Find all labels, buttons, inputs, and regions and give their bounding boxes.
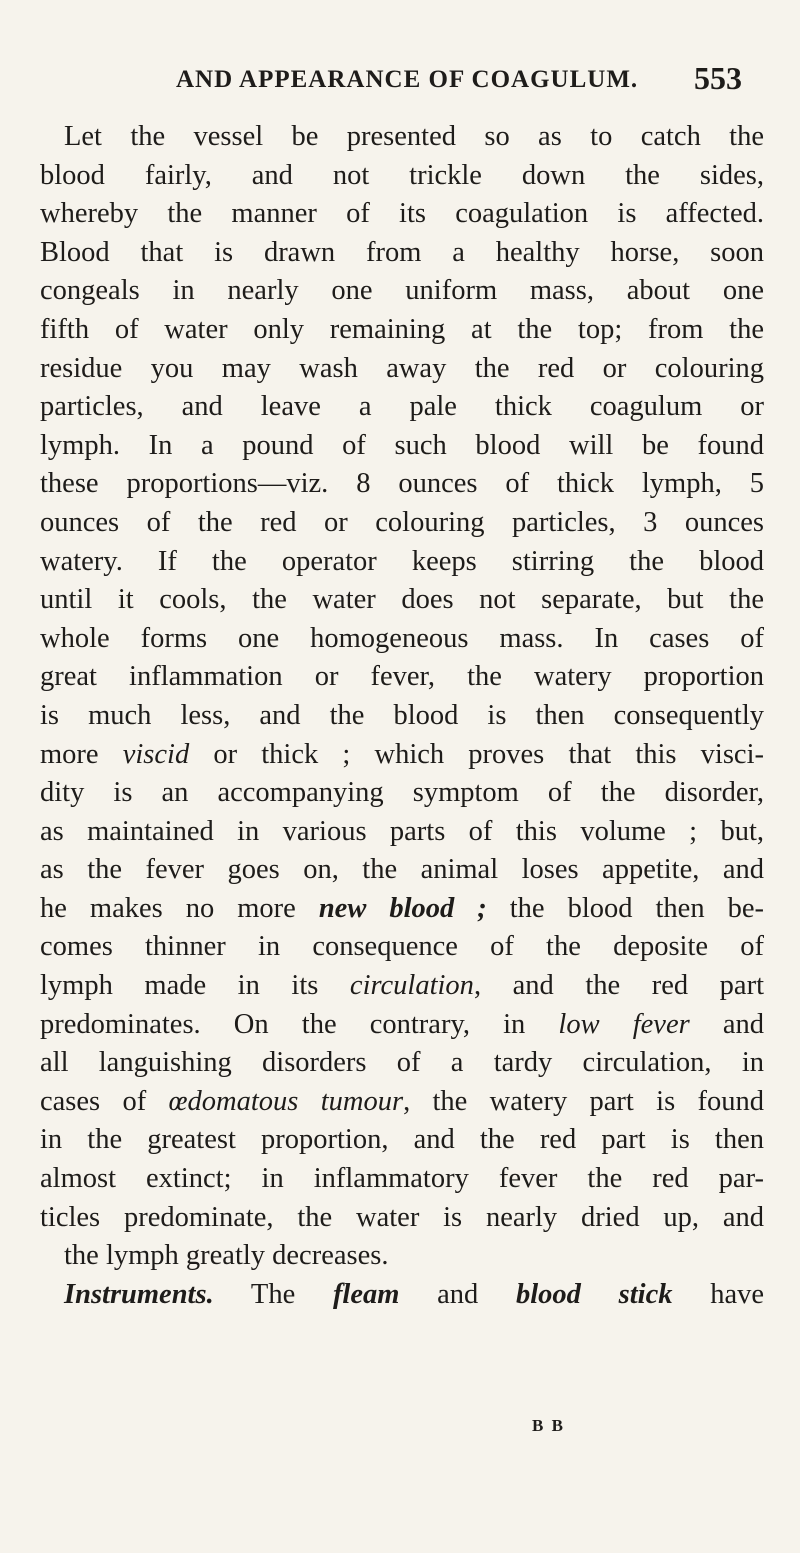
text-line [40,581,764,620]
text-line [40,388,764,427]
text-run: predominates. On the contrary, in [40,1008,559,1040]
text-run: the lymph greatly decreases. [64,1240,389,1272]
text-line [40,1160,764,1199]
text-line [40,1006,764,1045]
text-line [40,118,764,157]
text-line [40,543,764,582]
text-run: comes thinner in consequence of the deposite of [40,931,764,963]
text-run: as maintained in various parts of this volume ; but, [40,815,764,847]
emphasized-text: new blood ; [318,892,487,924]
text-line [40,813,764,852]
text-run: whole forms one homogeneous mass. In cases of [40,622,764,654]
body-text [40,118,764,1314]
text-line [40,1237,764,1276]
text-run: ounces of the red or colouring particles, 3 ounces [40,506,764,538]
text-run: fifth of water only remaining at the top; from the [40,313,764,345]
text-line [40,1199,764,1238]
text-run: lymph. In a pound of such blood will be found [40,429,764,461]
text-run: he makes no more [40,892,319,924]
text-run: in the greatest proportion, and the red part is then [40,1124,764,1156]
text-run: and [399,1278,517,1310]
text-line [40,427,764,466]
text-run: , and the red part [473,970,764,1002]
page-header [176,60,742,106]
text-line [40,851,764,890]
text-run: more [40,738,123,770]
text-line [40,1121,764,1160]
text-run: watery. If the operator keeps stirring the blood [40,545,764,577]
text-run: The [213,1278,333,1310]
text-run: lymph made in its [40,970,350,1002]
text-line [40,928,764,967]
signature-mark: B B [532,1416,565,1435]
text-run: , the watery part is found [403,1085,764,1117]
text-line [40,697,764,736]
emphasized-text: Instruments. [64,1278,214,1310]
emphasized-text: blood stick [516,1278,673,1310]
text-run: as the fever goes on, the animal loses appetite, and [40,854,764,886]
text-line [40,658,764,697]
text-run: almost extinct; in inflammatory fever the red par- [40,1163,764,1195]
text-run: the blood then be- [486,892,764,924]
emphasized-text: œdomatous tumour [168,1085,404,1117]
text-run: these proportions—viz. 8 ounces of thick lymph, 5 [40,468,764,500]
text-run: all languishing disorders of a tardy circulation, in [40,1047,764,1079]
text-line [40,465,764,504]
text-run: congeals in nearly one uniform mass, about one [40,275,764,307]
text-line [40,736,764,775]
page-number: 553 [694,60,742,96]
text-line [40,967,764,1006]
text-run: until it cools, the water does not separate, but the [40,584,764,616]
running-head: AND APPEARANCE OF COAGULUM. [176,66,639,93]
text-run: is much less, and the blood is then consequently [40,699,764,731]
emphasized-text: low fever [558,1008,690,1040]
text-run: great inflammation or fever, the watery proportion [40,661,764,693]
text-line [40,157,764,196]
emphasized-text: circulation [349,970,474,1002]
text-run: or thick ; which proves that this visci- [189,738,764,770]
text-line [40,620,764,659]
text-run: ticles predominate, the water is nearly dried up, and [40,1201,764,1233]
text-line [40,774,764,813]
text-run: and [689,1008,764,1040]
text-line [40,504,764,543]
text-run: Let the vessel be presented so as to catch the [64,121,764,152]
text-line [40,311,764,350]
emphasized-text: fleam [332,1278,400,1310]
text-run: whereby the manner of its coagulation is affected. [40,198,764,230]
text-line [40,1083,764,1122]
text-run: Blood that is drawn from a healthy horse, soon [40,236,764,268]
text-line [40,1044,764,1083]
text-run: residue you may wash away the red or colouring [40,352,764,384]
text-line [40,195,764,234]
text-line [40,1276,764,1315]
text-run: particles, and leave a pale thick coagulum or [40,391,764,423]
text-line [40,234,764,273]
text-run: dity is an accompanying symptom of the disorder, [40,777,764,809]
text-run: cases of [40,1085,169,1117]
text-line [40,272,764,311]
emphasized-text: viscid [122,738,190,770]
text-line [40,890,764,929]
text-run: blood fairly, and not trickle down the sides, [40,159,764,191]
text-line [40,350,764,389]
text-run: have [672,1278,764,1310]
